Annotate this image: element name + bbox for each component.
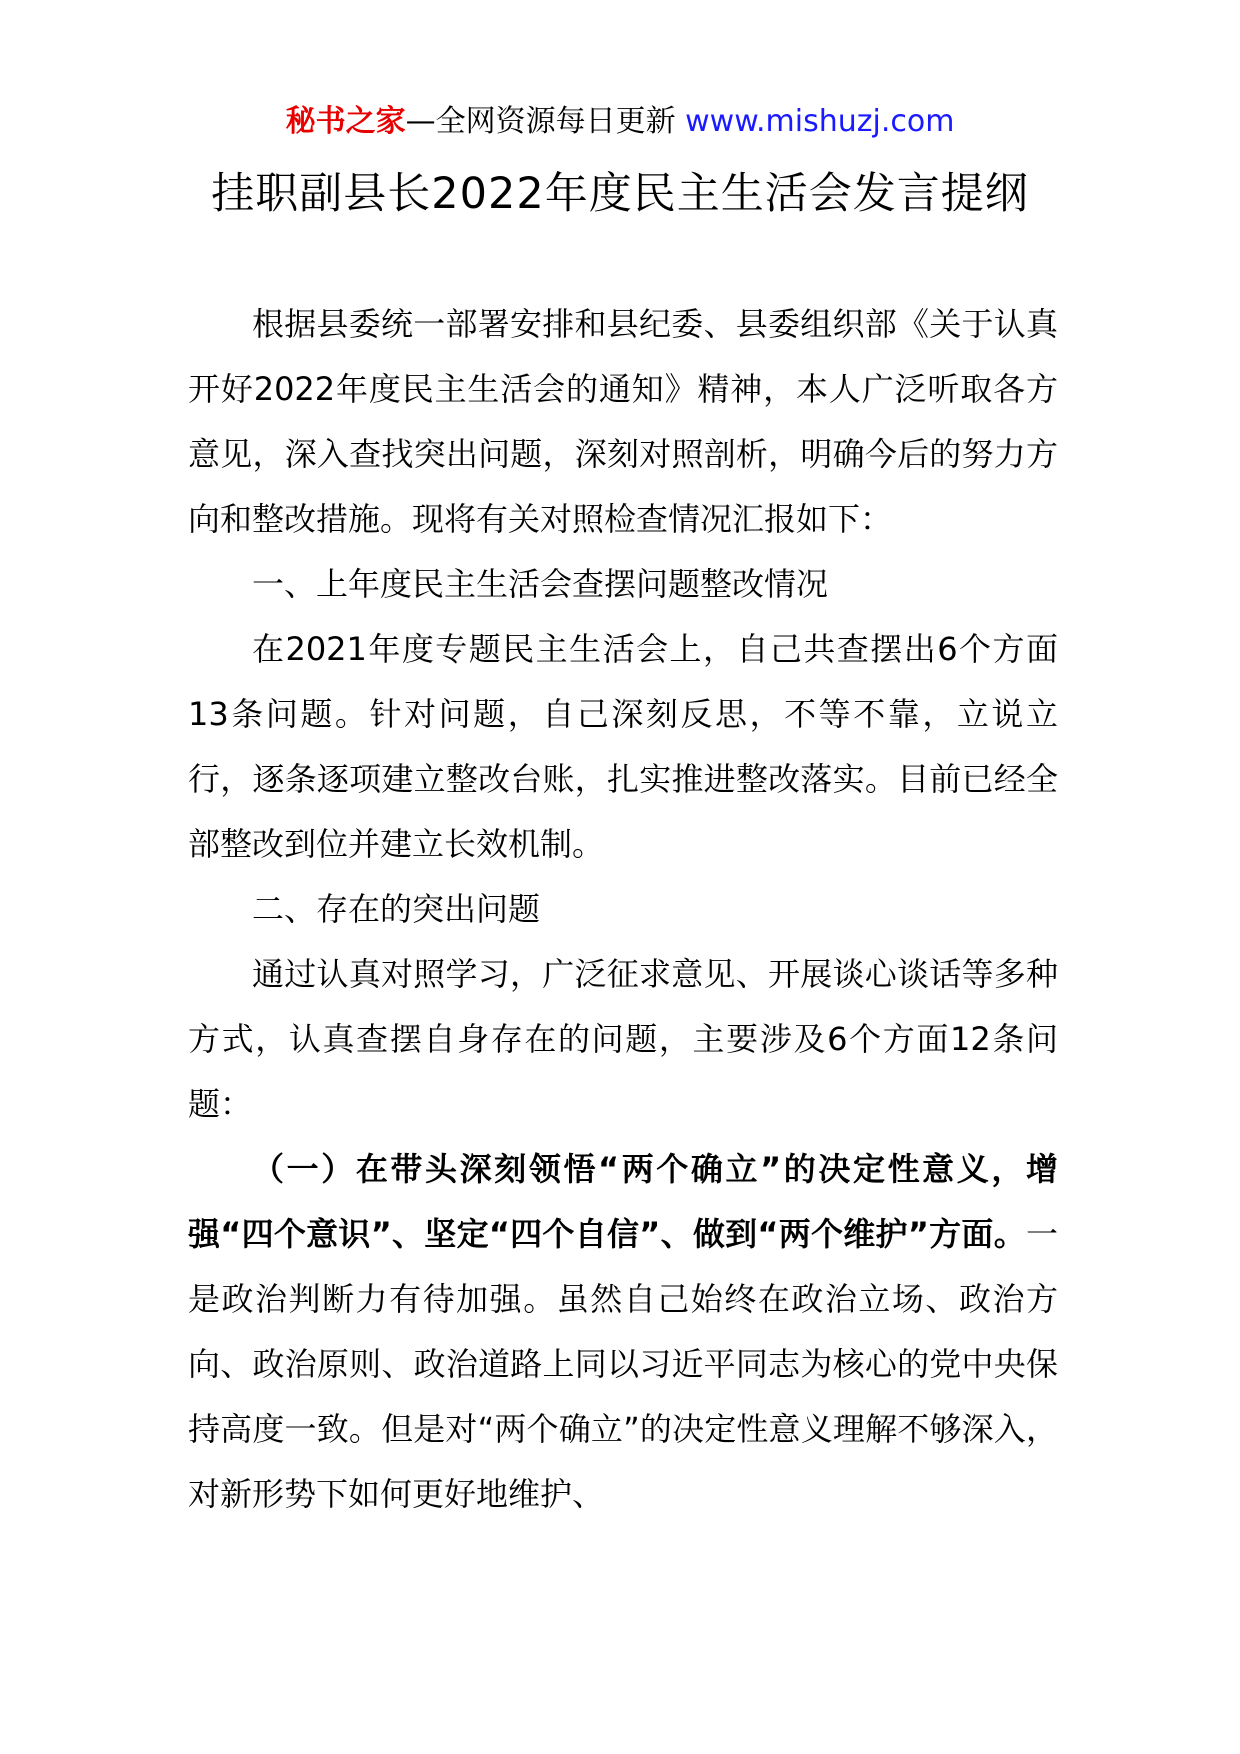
document-body (188, 292, 1058, 1527)
site-header (0, 100, 1240, 144)
document-title: 挂职副县长2022年度民主生活会发言提纲 (211, 169, 1029, 219)
brand-name: 秘书之家 (285, 104, 406, 139)
section-heading-1: 一、上年度民主生活会查摆问题整改情况 (252, 565, 829, 603)
point-1-heading: （一）在带头深刻领悟“两个确立”的决定性意义，增强“四个意识”、坚定“四个自信”、做到“两个维护”方面。 (188, 1150, 1058, 1253)
section-heading-2: 二、存在的突出问题 (252, 890, 541, 928)
section-2-paragraph: 通过认真对照学习，广泛征求意见、开展谈心谈话等多种方式，认真查摆自身存在的问题，主要涉及6个方面12条问题： (188, 955, 1058, 1123)
point-1-paragraph (188, 1137, 1058, 1527)
intro-paragraph: 根据县委统一部署安排和县纪委、县委组织部《关于认真开好2022年度民主生活会的通知》精神，本人广泛听取各方意见，深入查找突出问题，深刻对照剖析，明确今后的努力方向和整改措施。现将有关对照检查情况汇报如下： (188, 305, 1058, 538)
point-1-text: 一是政治判断力有待加强。虽然自己始终在政治立场、政治方向、政治原则、政治道路上同以习近平同志为核心的党中央保持高度一致。但是对“两个确立”的决定性意义理解不够深入，对新形势下如何更好地维护、 (188, 1215, 1058, 1513)
site-url-link[interactable]: www.mishuzj.com (685, 104, 955, 139)
section-1-paragraph: 在2021年度专题民主生活会上，自己共查摆出6个方面13条问题。针对问题，自己深刻反思，不等不靠，立说立行，逐条逐项建立整改台账，扎实推进整改落实。目前已经全部整改到位并建立长效机制。 (188, 630, 1058, 863)
brand-slogan: —全网资源每日更新 (405, 104, 676, 139)
